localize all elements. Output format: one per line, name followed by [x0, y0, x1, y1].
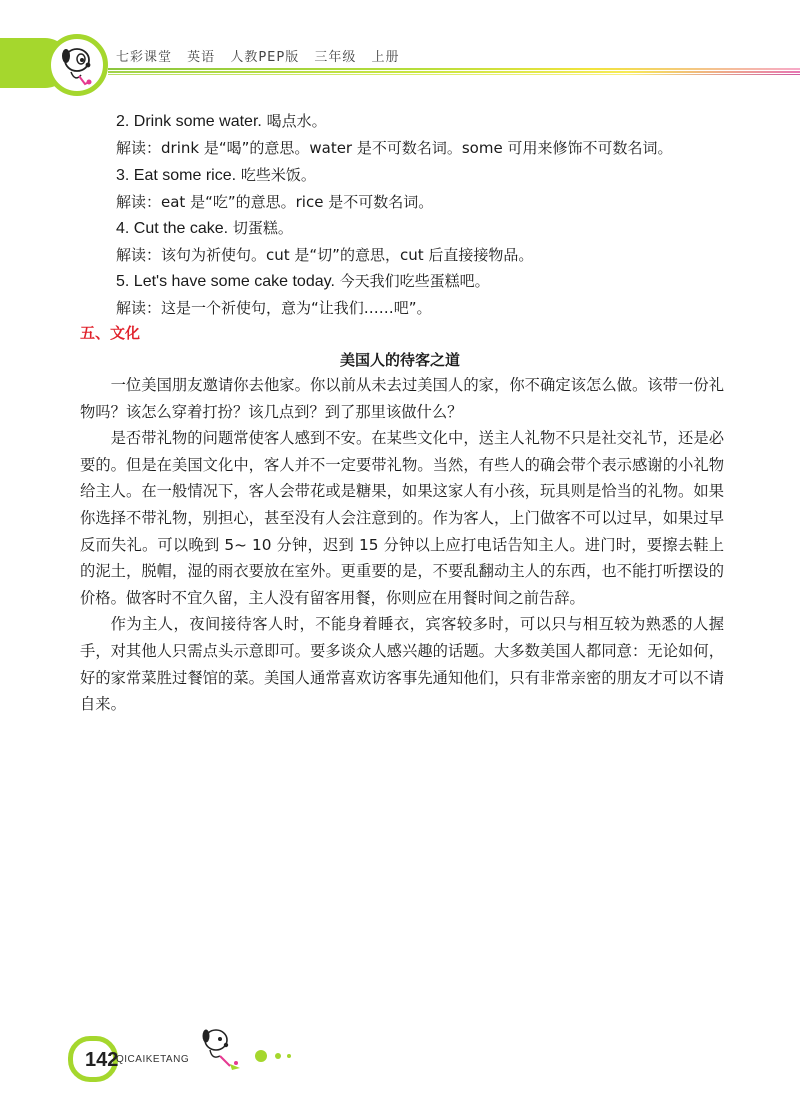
explanation-note: 解读：eat 是“吃”的意思。rice 是不可数名词。 — [116, 193, 434, 211]
header-grade: 三年级 — [314, 50, 357, 65]
article-paragraph: 作为主人，夜间接待客人时，不能身着睡衣，宾客较多时，可以只与相互较为熟悉的人握手，对其他人只需点头示意即可。要多谈众人感兴趣的话题。大多数美国人都同意：无论如何，好的家常菜胜过餐馆的菜。美国人通常喜欢访客事先通知他们，只有非常亲密的朋友才可以不请自来。 — [80, 615, 724, 714]
dog-mascot-icon — [55, 42, 99, 86]
header-subject: 英语 — [187, 50, 216, 65]
header-brand: 七彩课堂 — [116, 50, 173, 65]
header-rainbow-stripes — [108, 68, 800, 76]
page-footer — [0, 1020, 800, 1113]
page-number-badge — [68, 1036, 118, 1082]
article-body — [80, 372, 724, 718]
page-header — [0, 0, 800, 110]
article-title: 美国人的待客之道 — [339, 351, 460, 369]
header-volume: 上册 — [371, 50, 400, 65]
article-paragraph: 一位美国朋友邀请你去他家。你以前从未去过美国人的家，你不确定该怎么做。该带一份礼物吗？该怎么穿着打扮？该几点到？到了那里该做什么？ — [80, 376, 724, 421]
example-sentence: 3. Eat some rice. 吃些米饭。 — [116, 166, 316, 184]
example-sentence: 5. Let's have some cake today. 今天我们吃些蛋糕吧。 — [116, 272, 490, 290]
article-paragraph: 是否带礼物的问题常使客人感到不安。在某些文化中，送主人礼物不只是社交礼节，还是必要的。但是在美国文化中，客人并不一定要带礼物。当然，有些人的确会带个表示感谢的小礼物给主人。在一般情况下，客人会带花或是糖果，如果这家人有小孩，玩具则是恰当的礼物。如果你选择不带礼物，别担心，甚至没有人会注意到的。作为客人，上门做客不可以过早，如果过早反而失礼。可以晚到 5~ 10 分钟，迟到 15 分钟以上应打电话告知主人。进门时，要擦去鞋上的泥土，脱帽，湿的雨衣要放在室外。更重要的是，不要乱翻动主人的东西，也不能打听摆设的价格。做客时不宜久留，主人没有留客用餐，你则应在用餐时间之前告辞。 — [80, 429, 724, 607]
dog-mascot-icon — [196, 1026, 252, 1072]
header-edition: 人教PEP版 — [230, 50, 300, 65]
explanation-note: 解读：drink 是“喝”的意思。water 是不可数名词。some 可用来修饰不可数名词。 — [116, 139, 673, 157]
section-heading: 五、文化 — [80, 324, 141, 342]
page-number: 142 — [85, 1049, 119, 1071]
footer-brand: QICAIKETANG — [116, 1054, 190, 1065]
header-title — [116, 46, 410, 65]
logo-badge — [46, 34, 108, 96]
explanation-note: 解读：该句为祈使句。cut 是“切”的意思，cut 后直接接物品。 — [116, 246, 534, 264]
explanation-note: 解读：这是一个祈使句，意为“让我们……吧”。 — [116, 299, 432, 317]
example-sentence: 2. Drink some water. 喝点水。 — [116, 112, 327, 130]
example-sentence: 4. Cut the cake. 切蛋糕。 — [116, 219, 293, 237]
